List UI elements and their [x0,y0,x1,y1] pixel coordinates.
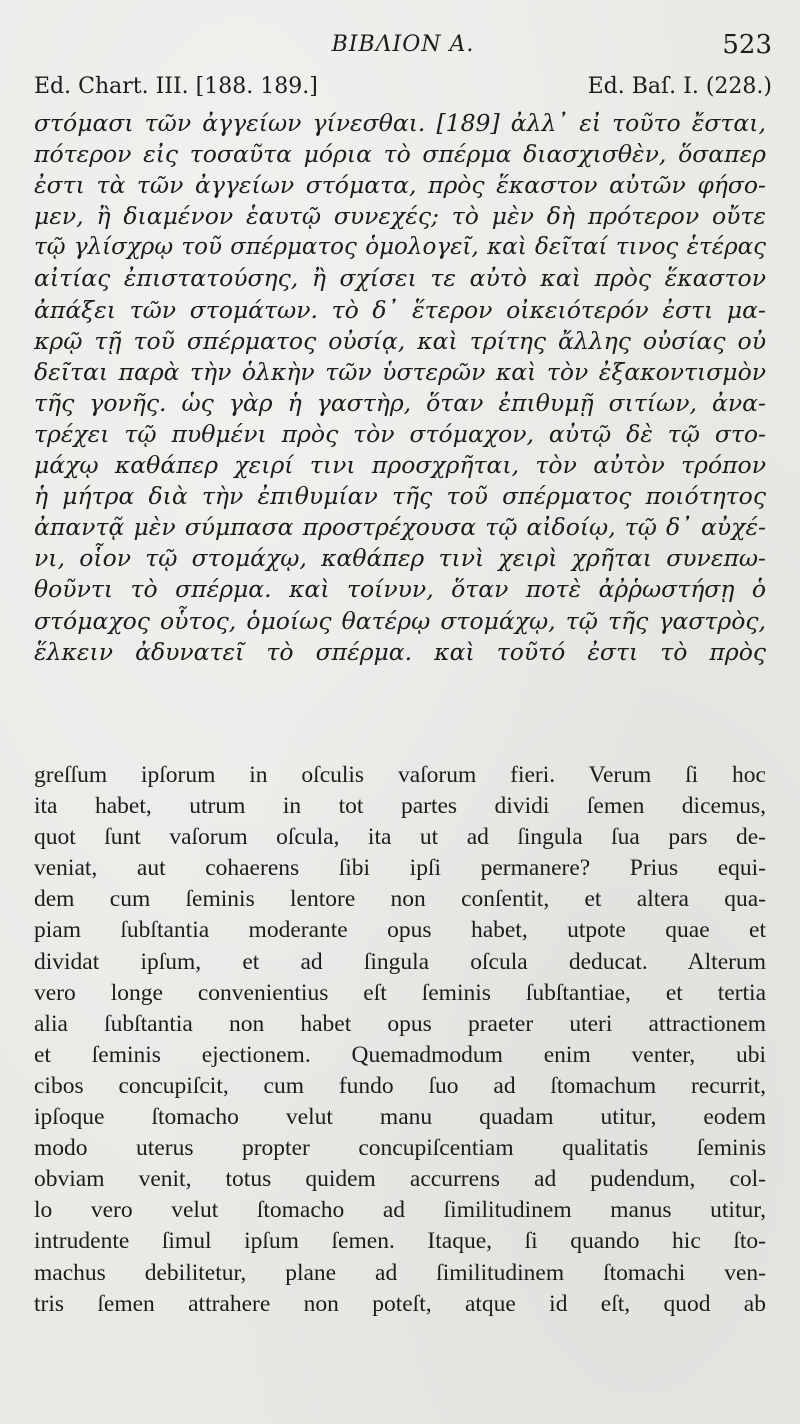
greek-text-line: στόμαχος οὗτος, ὁμοίως θατέρῳ στομάχῳ, τῷ τῆς γαστρὸς, [34,606,766,635]
latin-text-line: greſſum ipſorum in oſculis vaſorum fieri. Verum ſi hoc [34,762,766,788]
greek-text-line: μάχῳ καθάπερ χειρί τινι προσχρῆται, τὸν αὐτὸν τρόπον [34,451,766,480]
latin-text-line: ipſoque ſtomacho velut manu quadam utitur, eodem [34,1104,766,1131]
latin-text-line: tris ſemen attrahere non poteſt, atque id eſt, quod ab [34,1290,766,1317]
greek-text-line: τῷ γλίσχρῳ τοῦ σπέρματος ὁμολογεῖ, καὶ δεῖταί τινος ἑτέρας [34,234,766,261]
latin-text-line: modo uterus propter concupiſcentiam qualitatis ſeminis [34,1135,766,1162]
latin-text-line: cibos concupiſcit, cum fundo ſuo ad ſtomachum recurrit, [34,1072,766,1099]
latin-text-line: alia ſubſtantia non habet opus praeter uteri attractionem [34,1010,766,1037]
greek-text-line: νι, οἷον τῷ στομάχῳ, καθάπερ τινὶ χειρὶ χρῆται συνεπω- [34,544,766,573]
latin-text-line: dividat ipſum, et ad ſingula oſcula deducat. Alterum [34,948,766,975]
greek-text-line: τρέχει τῷ πυθμένι πρὸς τὸν στόμαχον, αὐτῷ δὲ τῷ στο- [34,419,766,448]
latin-text-line: vero longe convenientius eſt ſeminis ſubſtantiae, et tertia [34,979,766,1006]
latin-text-line: machus debilitetur, plane ad ſimilitudinem ſtomachi ven- [34,1259,766,1286]
latin-text-block [34,760,766,1320]
greek-text-line: αἰτίας ἐπιστατούσης, ἢ σχίσει τε αὐτὸ καὶ πρὸς ἕκαστον [34,264,766,293]
latin-text-line: et ſeminis ejectionem. Quemadmodum enim venter, ubi [34,1041,766,1068]
greek-text-line: ἡ μήτρα διὰ τὴν ἐπιθυμίαν τῆς τοῦ σπέρματος ποιότητος [34,482,766,511]
page-number: 523 [722,30,772,60]
latin-text-line: ita habet, utrum in tot partes dividi ſemen dicemus, [34,793,766,820]
greek-text-line: ἕλκειν ἀδυνατεῖ τὸ σπέρμα. καὶ τοῦτό ἐστι τὸ πρὸς [34,637,766,666]
greek-text-line: δεῖται παρὰ τὴν ὁλκὴν τῶν ὑστερῶν καὶ τὸν ἐξακοντισμὸν [34,357,766,386]
latin-text-line: veniat, aut cohaerens ſibi ipſi permanere? Prius equi- [34,855,766,882]
greek-text-line: θοῦντι τὸ σπέρμα. καὶ τοίνυν, ὅταν ποτὲ ἀῤῥωστήσῃ ὁ [34,575,766,604]
edition-chartier-reference: Ed. Chart. III. [188. 189.] [34,74,318,99]
latin-text-line: quot ſunt vaſorum oſcula, ita ut ad ſingula ſua pars de- [34,824,766,851]
greek-text-line: ἀπάξει τῶν στομάτων. τὸ δ᾽ ἕτερον οἰκειότερόν ἐστι μα- [34,295,766,324]
latin-text-line: intrudente ſimul ipſum ſemen. Itaque, ſi quando hic ſto- [34,1228,766,1255]
running-title: ΒΙΒΛΙΟΝ Α. [331,32,475,57]
greek-text-block [34,108,766,668]
latin-text-line: lo vero velut ſtomacho ad ſimilitudinem manus utitur, [34,1197,766,1224]
latin-text-line: obviam venit, totus quidem accurrens ad pudendum, col- [34,1166,766,1193]
edition-basel-reference: Ed. Baſ. I. (228.) [587,74,772,99]
greek-text-line: στόμασι τῶν ἀγγείων γίνεσθαι. [189] ἀλλ᾽ εἰ τοῦτο ἔσται, [34,109,766,137]
greek-text-line: ἀπαντᾷ μὲν σύμπασα προστρέχουσα τῷ αἰδοίῳ, τῷ δ᾽ αὐχέ- [34,513,766,542]
latin-text-line: piam ſubſtantia moderante opus habet, utpote quae et [34,917,766,944]
latin-text-line: dem cum ſeminis lentore non conſentit, et altera qua- [34,886,766,913]
greek-text-line: μεν, ἢ διαμένον ἑαυτῷ συνεχές; τὸ μὲν δὴ πρότερον οὔτε [34,202,766,231]
page-header [34,26,772,66]
greek-text-line: ἐστι τὰ τῶν ἀγγείων στόματα, πρὸς ἕκαστον αὐτῶν φήσο- [34,171,766,200]
greek-text-line: πότερον εἰς τοσαῦτα μόρια τὸ σπέρμα διασχισθὲν, ὅσαπερ [34,140,766,169]
greek-text-line: κρῷ τῇ τοῦ σπέρματος οὐσίᾳ, καὶ τρίτης ἄλλης οὐσίας οὐ [34,326,766,355]
greek-text-line: τῆς γονῆς. ὡς γὰρ ἡ γαστὴρ, ὅταν ἐπιθυμῇ σιτίων, ἀνα- [34,388,766,417]
edition-reference-line [34,74,772,104]
